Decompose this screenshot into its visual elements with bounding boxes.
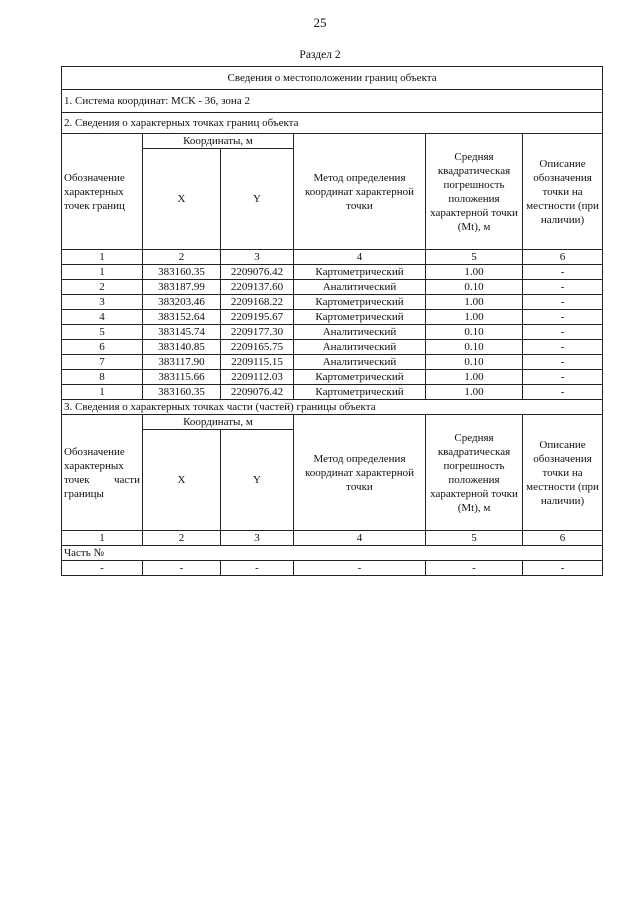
parts-header-method: Метод определения координат характерной точки <box>294 415 426 531</box>
point-accuracy: 0.10 <box>426 355 523 370</box>
parts-header-coordinates: Координаты, м <box>143 415 294 430</box>
table-row <box>62 265 603 280</box>
column-number: 4 <box>294 250 426 265</box>
table-row <box>62 385 603 400</box>
point-x: 383160.35 <box>143 385 221 400</box>
point-method: Картометрический <box>294 310 426 325</box>
point-description: - <box>523 310 603 325</box>
part-cell: - <box>143 561 221 576</box>
column-number: 1 <box>62 531 143 546</box>
point-id: 2 <box>62 280 143 295</box>
point-accuracy: 1.00 <box>426 385 523 400</box>
point-x: 383145.74 <box>143 325 221 340</box>
column-number: 6 <box>523 531 603 546</box>
column-number: 3 <box>221 250 294 265</box>
coordinate-system: 1. Система координат: МСК - 36, зона 2 <box>62 90 603 113</box>
header-method: Метод определения координат характерной точки <box>294 134 426 250</box>
parts-header-y: Y <box>221 430 294 531</box>
parts-header-description: Описание обозначения точки на местности (при наличии) <box>523 415 603 531</box>
table-row <box>62 325 603 340</box>
table-row <box>62 370 603 385</box>
point-y: 2209177.30 <box>221 325 294 340</box>
column-number: 6 <box>523 250 603 265</box>
point-x: 383187.99 <box>143 280 221 295</box>
point-accuracy: 0.10 <box>426 340 523 355</box>
table-row <box>62 561 603 576</box>
column-number: 5 <box>426 250 523 265</box>
parts-header-accuracy: Средняя квадратическая погрешность положения характерной точки (Mt), м <box>426 415 523 531</box>
point-id: 4 <box>62 310 143 325</box>
header-y: Y <box>221 149 294 250</box>
point-description: - <box>523 355 603 370</box>
point-id: 7 <box>62 355 143 370</box>
point-method: Аналитический <box>294 340 426 355</box>
point-method: Аналитический <box>294 355 426 370</box>
point-y: 2209195.67 <box>221 310 294 325</box>
point-accuracy: 0.10 <box>426 280 523 295</box>
point-x: 383115.66 <box>143 370 221 385</box>
point-x: 383203.46 <box>143 295 221 310</box>
point-description: - <box>523 325 603 340</box>
point-y: 2209112.03 <box>221 370 294 385</box>
boundary-table <box>61 66 603 576</box>
point-y: 2209076.42 <box>221 385 294 400</box>
point-description: - <box>523 370 603 385</box>
point-y: 2209168.22 <box>221 295 294 310</box>
point-accuracy: 1.00 <box>426 310 523 325</box>
point-description: - <box>523 265 603 280</box>
header-description: Описание обозначения точки на местности (при наличии) <box>523 134 603 250</box>
point-id: 3 <box>62 295 143 310</box>
point-x: 383160.35 <box>143 265 221 280</box>
table-row <box>62 310 603 325</box>
column-numbers-row <box>62 250 603 265</box>
point-y: 2209137.60 <box>221 280 294 295</box>
point-accuracy: 1.00 <box>426 295 523 310</box>
point-method: Аналитический <box>294 325 426 340</box>
header-x: X <box>143 149 221 250</box>
part-cell: - <box>426 561 523 576</box>
point-method: Аналитический <box>294 280 426 295</box>
point-y: 2209115.15 <box>221 355 294 370</box>
header-accuracy: Средняя квадратическая погрешность положения характерной точки (Mt), м <box>426 134 523 250</box>
column-number: 5 <box>426 531 523 546</box>
table-row <box>62 280 603 295</box>
header-coordinates: Координаты, м <box>143 134 294 149</box>
part-cell: - <box>62 561 143 576</box>
point-id: 5 <box>62 325 143 340</box>
column-number: 2 <box>143 531 221 546</box>
point-y: 2209076.42 <box>221 265 294 280</box>
point-id: 6 <box>62 340 143 355</box>
point-method: Картометрический <box>294 385 426 400</box>
point-method: Картометрический <box>294 265 426 280</box>
parts-column-numbers-row <box>62 531 603 546</box>
table-row <box>62 295 603 310</box>
point-x: 383117.90 <box>143 355 221 370</box>
point-id: 8 <box>62 370 143 385</box>
point-x: 383140.85 <box>143 340 221 355</box>
table-row <box>62 340 603 355</box>
point-method: Картометрический <box>294 370 426 385</box>
column-number: 1 <box>62 250 143 265</box>
point-accuracy: 1.00 <box>426 265 523 280</box>
part-label: Часть № <box>62 546 603 561</box>
column-number: 3 <box>221 531 294 546</box>
point-description: - <box>523 295 603 310</box>
point-x: 383152.64 <box>143 310 221 325</box>
point-y: 2209165.75 <box>221 340 294 355</box>
point-id: 1 <box>62 385 143 400</box>
parts-section-title: 3. Сведения о характерных точках части (частей) границы объекта <box>62 400 603 415</box>
section-title: Раздел 2 <box>299 49 341 61</box>
part-cell: - <box>221 561 294 576</box>
point-id: 1 <box>62 265 143 280</box>
part-cell: - <box>294 561 426 576</box>
point-description: - <box>523 280 603 295</box>
parts-header-designation: Обозначение характерных точек части границы <box>62 415 143 531</box>
part-cell: - <box>523 561 603 576</box>
table-row <box>62 355 603 370</box>
column-number: 4 <box>294 531 426 546</box>
point-accuracy: 1.00 <box>426 370 523 385</box>
parts-header-x: X <box>143 430 221 531</box>
header-designation: Обозначение характерных точек границ <box>62 134 143 250</box>
point-description: - <box>523 385 603 400</box>
points-section-title: 2. Сведения о характерных точках границ объекта <box>62 113 603 134</box>
point-description: - <box>523 340 603 355</box>
point-method: Картометрический <box>294 295 426 310</box>
page-number: 25 <box>313 15 327 30</box>
point-accuracy: 0.10 <box>426 325 523 340</box>
column-number: 2 <box>143 250 221 265</box>
table-title: Сведения о местоположении границ объекта <box>62 67 603 90</box>
